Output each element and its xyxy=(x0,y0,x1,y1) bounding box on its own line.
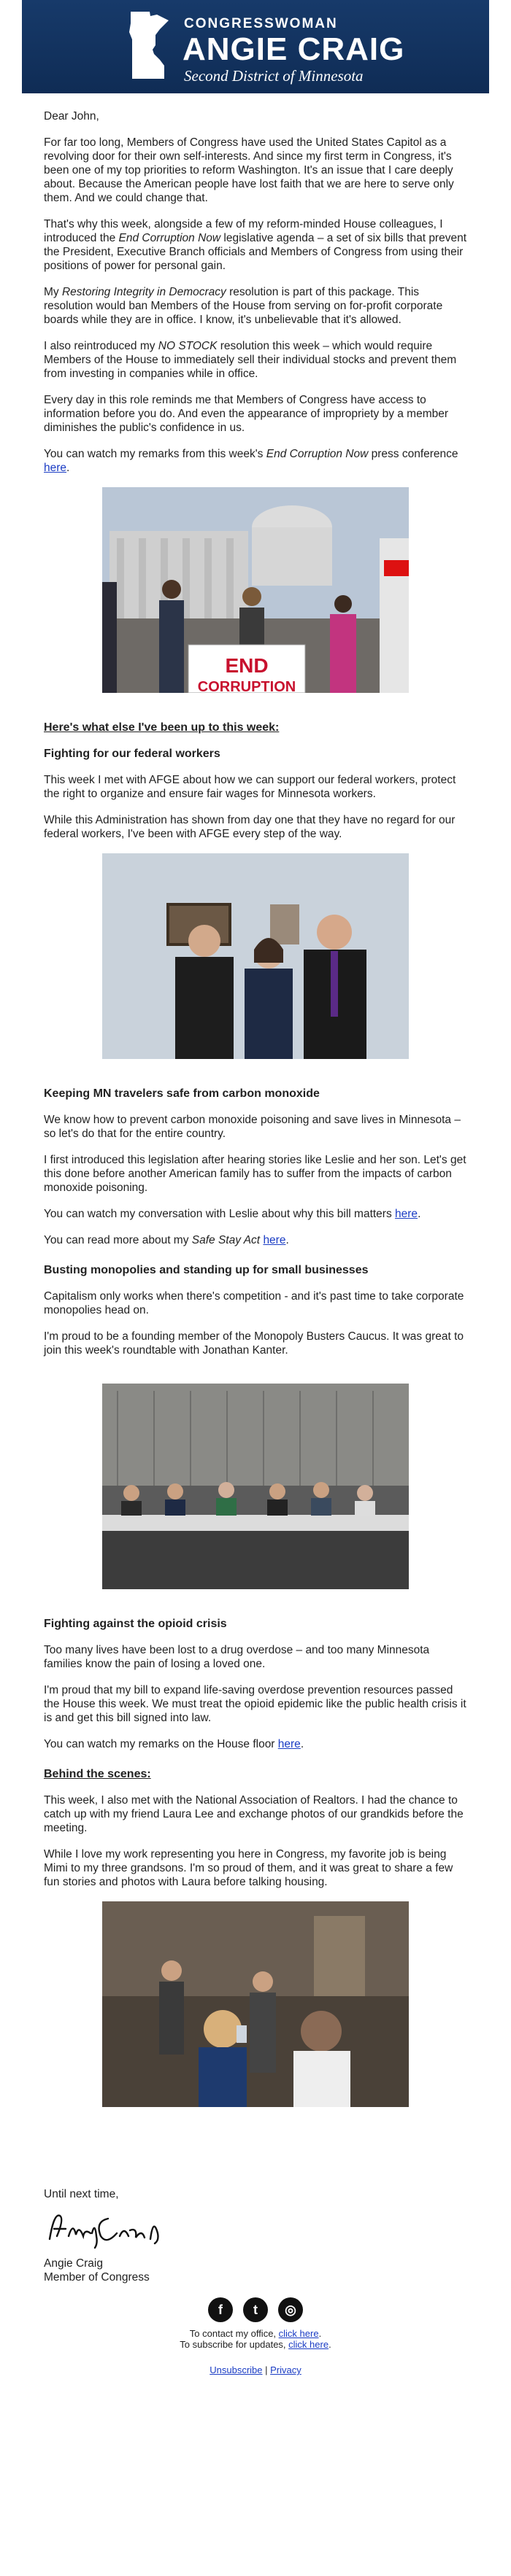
handwritten-signature-icon xyxy=(44,2207,190,2251)
signer-name: Angie Craig xyxy=(44,2257,103,2270)
section-title-carbon-monoxide: Keeping MN travelers safe from carbon monoxide xyxy=(44,1087,320,1100)
carbon-monoxide-paragraph-4: You can read more about my Safe Stay Act here. xyxy=(44,1234,289,1246)
opioid-paragraph-2: I'm proud that my bill to expand life-saving overdose prevention resources passed the House this week. We must treat the opioid epidemic like the public health crisis it is and get this bill signed into law. xyxy=(44,1684,466,1724)
contact-line: To contact my office, click here. xyxy=(189,2328,322,2339)
closing-line: Until next time, xyxy=(44,2188,119,2200)
intro-paragraph-3: My Restoring Integrity in Democracy resolution is part of this package. This resolution would ban Members of the House from serving on for-profit corporate boards while they are in office. I know, it's unbelievable that it's allowed. xyxy=(44,286,443,326)
intro-paragraph-4: I also reintroduced my NO STOCK resolution this week – which would require Members of the House to immediately sell their individual stocks and prevent them from investing in companies while in office. xyxy=(44,340,457,380)
corruption-sign-text: CORRUPTION xyxy=(197,679,296,693)
press-conference-photo xyxy=(102,487,409,693)
roundtable-photo xyxy=(102,1384,409,1589)
intro-paragraph-2: That's why this week, alongside a few of my reform-minded House colleagues, I introduced the End Corruption Now legislative agenda – a set of six bills that prevent the President, Executive Branch officials and Members of Congress from using their positions of power for personal gain. xyxy=(44,218,467,272)
banner-subtitle: Second District of Minnesota xyxy=(184,67,364,85)
contact-office-link[interactable]: click here xyxy=(278,2328,319,2339)
facebook-icon[interactable]: f xyxy=(208,2297,233,2322)
subscribe-line: To subscribe for updates, click here. xyxy=(180,2339,331,2350)
afge-meeting-photo xyxy=(102,853,409,1059)
carbon-monoxide-paragraph-3: You can watch my conversation with Leslie about why this bill matters here. xyxy=(44,1208,421,1220)
minnesota-state-icon xyxy=(128,10,170,80)
monopolies-paragraph-1: Capitalism only works when there's competition - and it's past time to take corporate monopolies head on. xyxy=(44,1290,464,1316)
opioid-paragraph-1: Too many lives have been lost to a drug overdose – and too many Minnesota families know the pain of losing a loved one. xyxy=(44,1644,430,1670)
section-heading-behind: Behind the scenes: xyxy=(44,1768,151,1780)
section-title-monopolies: Busting monopolies and standing up for small businesses xyxy=(44,1264,369,1276)
header-banner xyxy=(22,0,489,93)
safe-stay-act-link[interactable]: here xyxy=(263,1234,286,1246)
intro-paragraph-1: For far too long, Members of Congress have used the United States Capitol as a revolving door for their own self-interests. And since my first term in Congress, it's been one of my top priorities to reform Washington. It's an issue that I care deeply about. Because the American people have lost faith that we are here to serve only them. And we could change that. xyxy=(44,136,454,204)
email-body xyxy=(22,109,489,2375)
monopolies-paragraph-2: I'm proud to be a founding member of the Monopoly Busters Caucus. It was great to join this week's roundtable with Jonathan Kanter. xyxy=(44,1330,464,1357)
privacy-link[interactable]: Privacy xyxy=(270,2364,301,2375)
banner-title-line1: CONGRESSWOMAN xyxy=(184,16,338,31)
realtors-meeting-photo xyxy=(102,1901,409,2107)
twitter-icon[interactable]: t xyxy=(243,2297,268,2322)
email-footer xyxy=(44,2297,467,2375)
opioid-paragraph-3: You can watch my remarks on the House floor here. xyxy=(44,1738,304,1750)
subscribe-link[interactable]: click here xyxy=(288,2339,329,2350)
end-sign-text: END xyxy=(225,654,269,677)
section-heading-whatelse: Here's what else I've been up to this week: xyxy=(44,721,280,734)
signer-role: Member of Congress xyxy=(44,2271,150,2284)
carbon-monoxide-paragraph-2: I first introduced this legislation after hearing stories like Leslie and her son. Let's get this done before another American family has to suffer from the impacts of carbon monoxide poisoning. xyxy=(44,1154,466,1194)
legal-links: Unsubscribe | Privacy xyxy=(210,2364,301,2375)
leslie-conversation-link[interactable]: here xyxy=(395,1208,418,1220)
unsubscribe-link[interactable]: Unsubscribe xyxy=(210,2364,263,2375)
social-links xyxy=(44,2297,467,2322)
intro-paragraph-5: Every day in this role reminds me that Members of Congress have access to information before you do. And even the appearance of impropriety by a member diminishes the public's confidence in us. xyxy=(44,394,449,434)
section-title-opioid: Fighting against the opioid crisis xyxy=(44,1618,227,1630)
carbon-monoxide-paragraph-1: We know how to prevent carbon monoxide poisoning and save lives in Minnesota – so let's do that for the entire country. xyxy=(44,1114,461,1140)
house-floor-remarks-link[interactable]: here xyxy=(277,1738,301,1750)
federal-workers-paragraph-1: This week I met with AFGE about how we can support our federal workers, protect the right to organize and ensure fair wages for Minnesota workers. xyxy=(44,774,456,800)
signature xyxy=(44,2207,467,2251)
federal-workers-paragraph-2: While this Administration has shown from day one that they have no regard for our federal workers, I've been with AFGE every step of the way. xyxy=(44,814,456,840)
behind-paragraph-1: This week, I also met with the National Association of Realtors. I had the chance to catch up with my friend Laura Lee and exchange photos of our grandkids before the meeting. xyxy=(44,1794,464,1834)
greeting: Dear John, xyxy=(44,110,99,123)
banner-title-name: ANGIE CRAIG xyxy=(182,31,405,67)
instagram-icon[interactable]: ◎ xyxy=(278,2297,303,2322)
behind-paragraph-2: While I love my work representing you here in Congress, my favorite job is being Mimi to my three grandsons. I'm so proud of them, and it was great to share a few fun stories and photos with Laura before talking housing. xyxy=(44,1848,453,1888)
press-conference-link[interactable]: here xyxy=(44,462,67,474)
intro-paragraph-6: You can watch my remarks from this week's End Corruption Now press conference here. xyxy=(44,448,458,474)
section-title-federal-workers: Fighting for our federal workers xyxy=(44,748,220,760)
